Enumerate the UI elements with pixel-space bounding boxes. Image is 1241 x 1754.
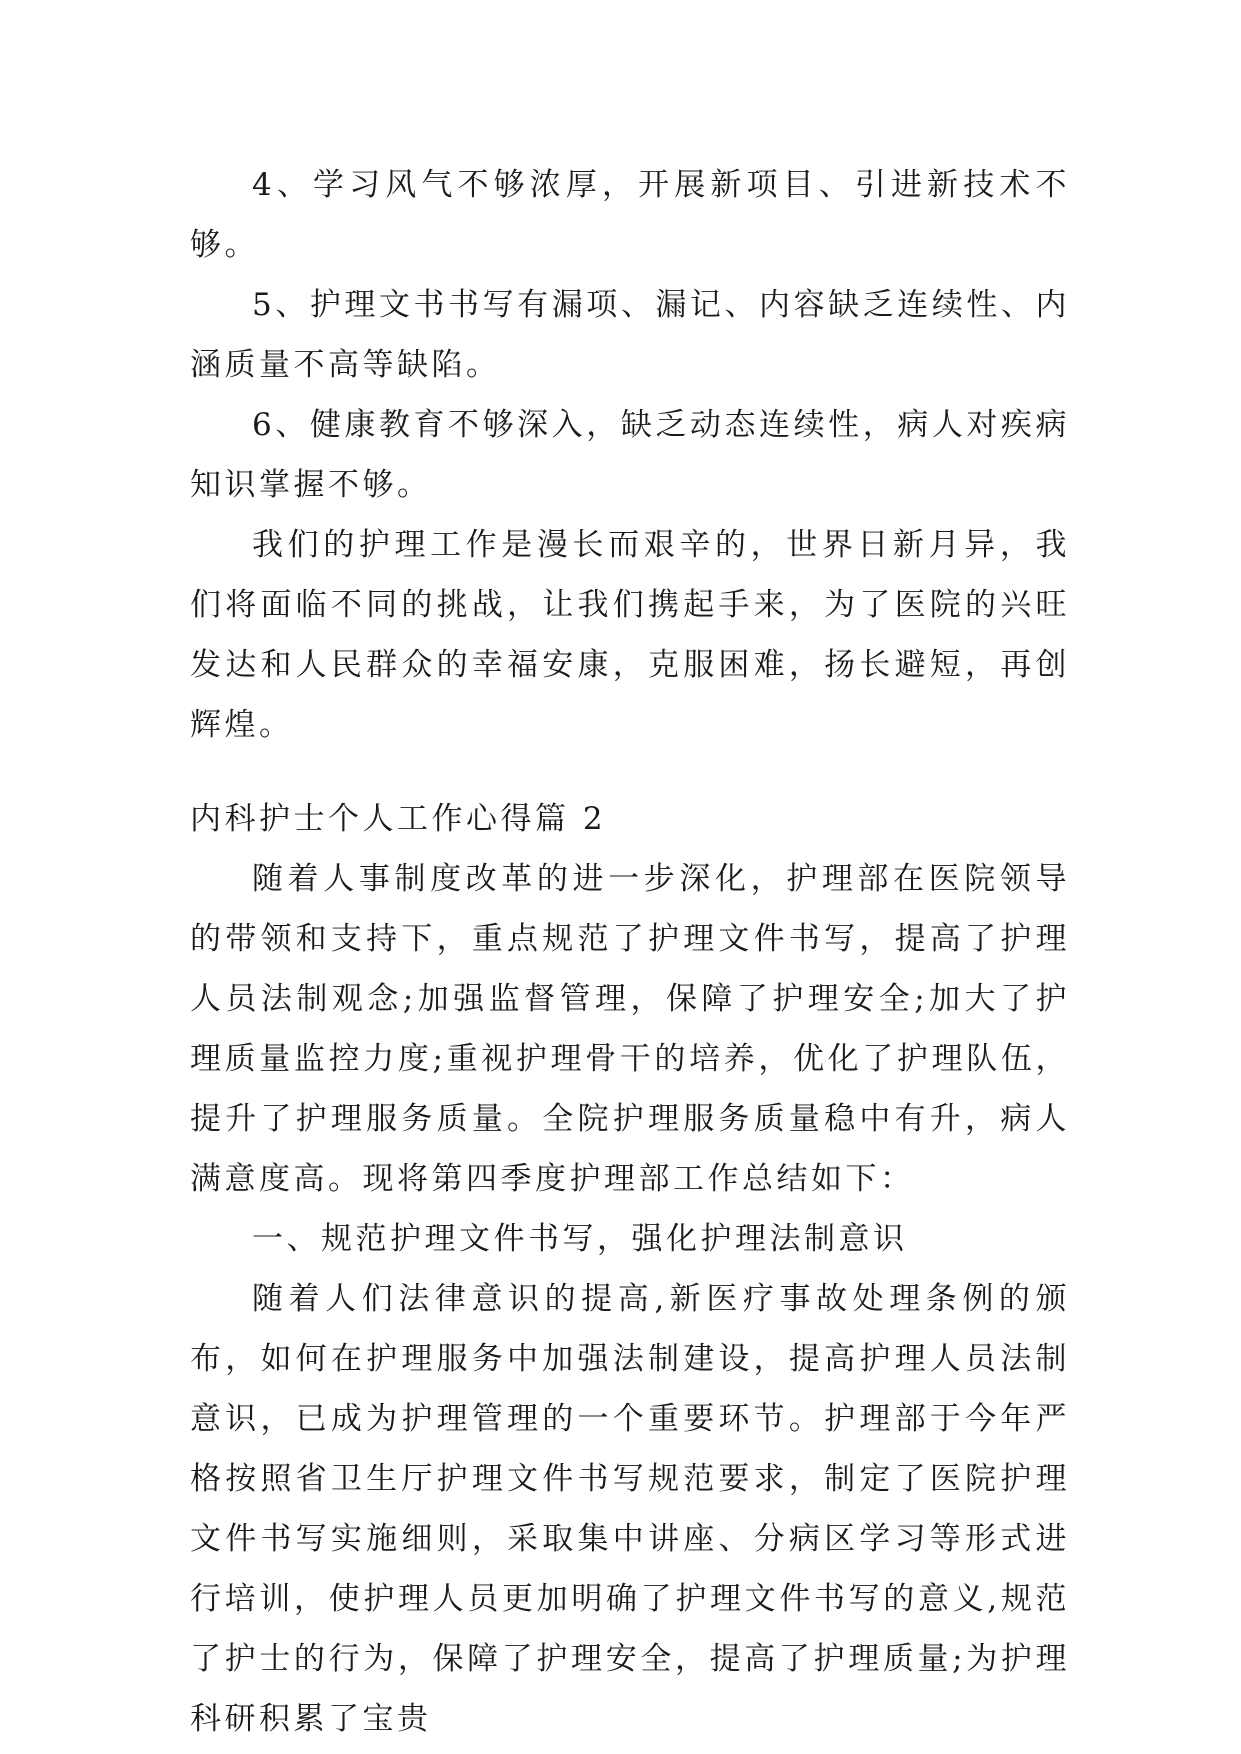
- subsection-heading: 一、规范护理文件书写，强化护理法制意识: [252, 1221, 908, 1257]
- paragraph-item-6: 6、健康教育不够深入，缺乏动态连续性，病人对疾病知识掌握不够。: [190, 407, 1070, 503]
- document-body: [190, 155, 1070, 1749]
- subsection-paragraph: 随着人们法律意识的提高,新医疗事故处理条例的颁布，如何在护理服务中加强法制建设，提高护理人员法制意识，已成为护理管理的一个重要环节。护理部于今年严格按照省卫生厅护理文件书写规范要求，制定了医院护理文件书写实施细则，采取集中讲座、分病区学习等形式进行培训，使护理人员更加明确了护理文件书写的意义,规范了护士的行为，保障了护理安全，提高了护理质量;为护理科研积累了宝贵: [190, 1281, 1070, 1737]
- paragraph-item-5: 5、护理文书书写有漏项、漏记、内容缺乏连续性、内涵质量不高等缺陷。: [190, 287, 1070, 383]
- paragraph-closing: 我们的护理工作是漫长而艰辛的，世界日新月异，我们将面临不同的挑战，让我们携起手来，为了医院的兴旺发达和人民群众的幸福安康，克服困难，扬长避短，再创辉煌。: [190, 527, 1070, 743]
- section-intro-paragraph: 随着人事制度改革的进一步深化，护理部在医院领导的带领和支持下，重点规范了护理文件书写，提高了护理人员法制观念;加强监督管理，保障了护理安全;加大了护理质量监控力度;重视护理骨干的培养，优化了护理队伍，提升了护理服务质量。全院护理服务质量稳中有升，病人满意度高。现将第四季度护理部工作总结如下：: [190, 861, 1070, 1197]
- section-title: 内科护士个人工作心得篇 2: [190, 801, 607, 837]
- paragraph-item-4: 4、学习风气不够浓厚，开展新项目、引进新技术不够。: [190, 167, 1070, 263]
